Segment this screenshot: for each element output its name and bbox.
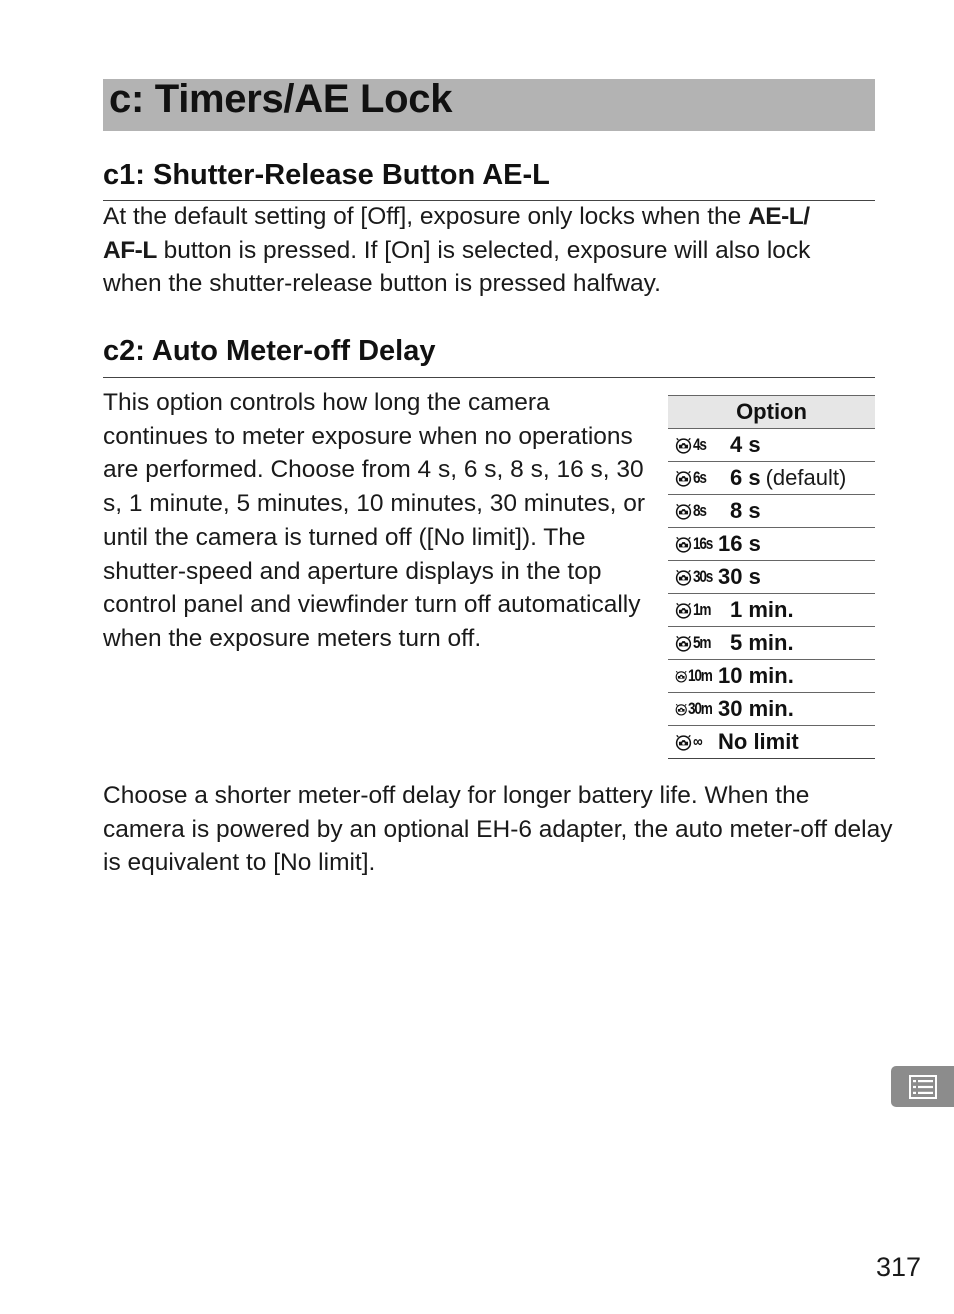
meter-off-delay-icon: [668, 600, 718, 620]
option-label: 6 s: [730, 465, 761, 490]
meter-icon-code: 30m: [688, 699, 713, 718]
custom-settings-tab: [891, 1066, 954, 1107]
table-row: [668, 726, 875, 759]
meter-off-delay-icon: [668, 468, 718, 488]
meter-icon-code: ∞: [693, 732, 702, 751]
exposure-meter-icon: [675, 470, 692, 487]
option-cell: [668, 660, 875, 693]
exposure-meter-icon: [675, 668, 687, 685]
option-cell: [668, 726, 875, 759]
meter-off-delay-icon: [668, 699, 718, 719]
page-number: 317: [876, 1252, 922, 1282]
exposure-meter-icon: [675, 635, 692, 652]
exposure-meter-icon: [675, 734, 692, 751]
option-label: 10 min.: [718, 663, 794, 688]
option-label: 16 s: [718, 531, 761, 556]
table-row: [668, 528, 875, 561]
option-label: 30 min.: [718, 696, 794, 721]
option-default-note: (default): [765, 465, 847, 490]
meter-off-delay-icon: [668, 567, 718, 587]
meter-icon-code: 6s: [693, 468, 706, 487]
af-l-button-label: AF-L: [103, 236, 157, 264]
meter-icon-code: 5m: [693, 633, 711, 652]
table-row: [668, 660, 875, 693]
meter-off-delay-icon: [668, 501, 718, 521]
meter-off-delay-icon: [668, 633, 718, 653]
option-cell: [668, 594, 875, 627]
option-cell: [668, 693, 875, 726]
option-cell: [668, 528, 875, 561]
battery-note: Choose a shorter meter-off delay for longer battery life. When the camera is powered by an optional EH-6 adapter, the auto meter-off delay is equivalent to [No limit].: [103, 782, 893, 877]
section-heading-c2: c2: Auto Meter-off Delay: [103, 334, 875, 378]
option-cell: [668, 462, 875, 495]
options-table-body: [668, 429, 875, 759]
option-label: 5 min.: [730, 630, 794, 655]
option-label: 1 min.: [730, 597, 794, 622]
c1-description: [103, 200, 875, 301]
meter-off-delay-icon: [668, 666, 718, 686]
meter-off-delay-icon: [668, 534, 718, 554]
c1-text-1: At the default setting of [Off], exposure only locks when the: [103, 203, 749, 230]
meter-icon-code: 8s: [693, 501, 706, 520]
option-label: 4 s: [730, 432, 761, 457]
meter-off-options-table: [668, 395, 875, 759]
custom-settings-menu-icon: [908, 1074, 938, 1100]
c1-text-2: button is pressed. If [On] is selected, exposure will also lock when the shutter-release button is pressed halfway.: [103, 236, 811, 298]
meter-icon-code: 1m: [693, 600, 711, 619]
meter-icon-code: 10m: [688, 666, 713, 685]
meter-off-delay-icon: [668, 732, 718, 752]
table-row: [668, 495, 875, 528]
option-cell: [668, 561, 875, 594]
option-cell: [668, 495, 875, 528]
exposure-meter-icon: [675, 503, 692, 520]
meter-icon-code: 4s: [693, 435, 706, 454]
option-cell: [668, 627, 875, 660]
option-cell: [668, 429, 875, 462]
table-row: [668, 627, 875, 660]
table-row: [668, 594, 875, 627]
meter-icon-code: 30s: [693, 567, 713, 586]
table-row: [668, 462, 875, 495]
meter-icon-code: 16s: [693, 534, 713, 553]
table-row: [668, 693, 875, 726]
exposure-meter-icon: [675, 536, 692, 553]
table-row: [668, 561, 875, 594]
exposure-meter-icon: [675, 569, 692, 586]
option-label: No limit: [718, 729, 799, 754]
meter-off-delay-icon: [668, 435, 718, 455]
exposure-meter-icon: [675, 602, 692, 619]
page-title: c: Timers/AE Lock: [109, 77, 453, 121]
option-label: 8 s: [730, 498, 761, 523]
ae-l-button-label: AE-L/: [748, 203, 810, 230]
table-row: [668, 429, 875, 462]
table-header-option: Option: [668, 396, 875, 429]
exposure-meter-icon: [675, 437, 692, 454]
exposure-meter-icon: [675, 701, 687, 718]
table-header-row: [668, 396, 875, 429]
option-label: 30 s: [718, 564, 761, 589]
section-heading-c1: c1: Shutter-Release Button AE-L: [103, 158, 875, 201]
c2-description: This option controls how long the camera continues to meter exposure when no operations are performed. Choose from 4 s, 6 s, 8 s, 16 s, 30 s, 1 minute, 5 minutes, 10 minutes, 30 minutes, or until the camera is turned off ([No limit]). The shutter-speed and aperture displays in the top control panel and viewfinder turn off automatically when the exposure meters turn off.: [103, 389, 645, 652]
page-title-bar: [103, 79, 875, 131]
